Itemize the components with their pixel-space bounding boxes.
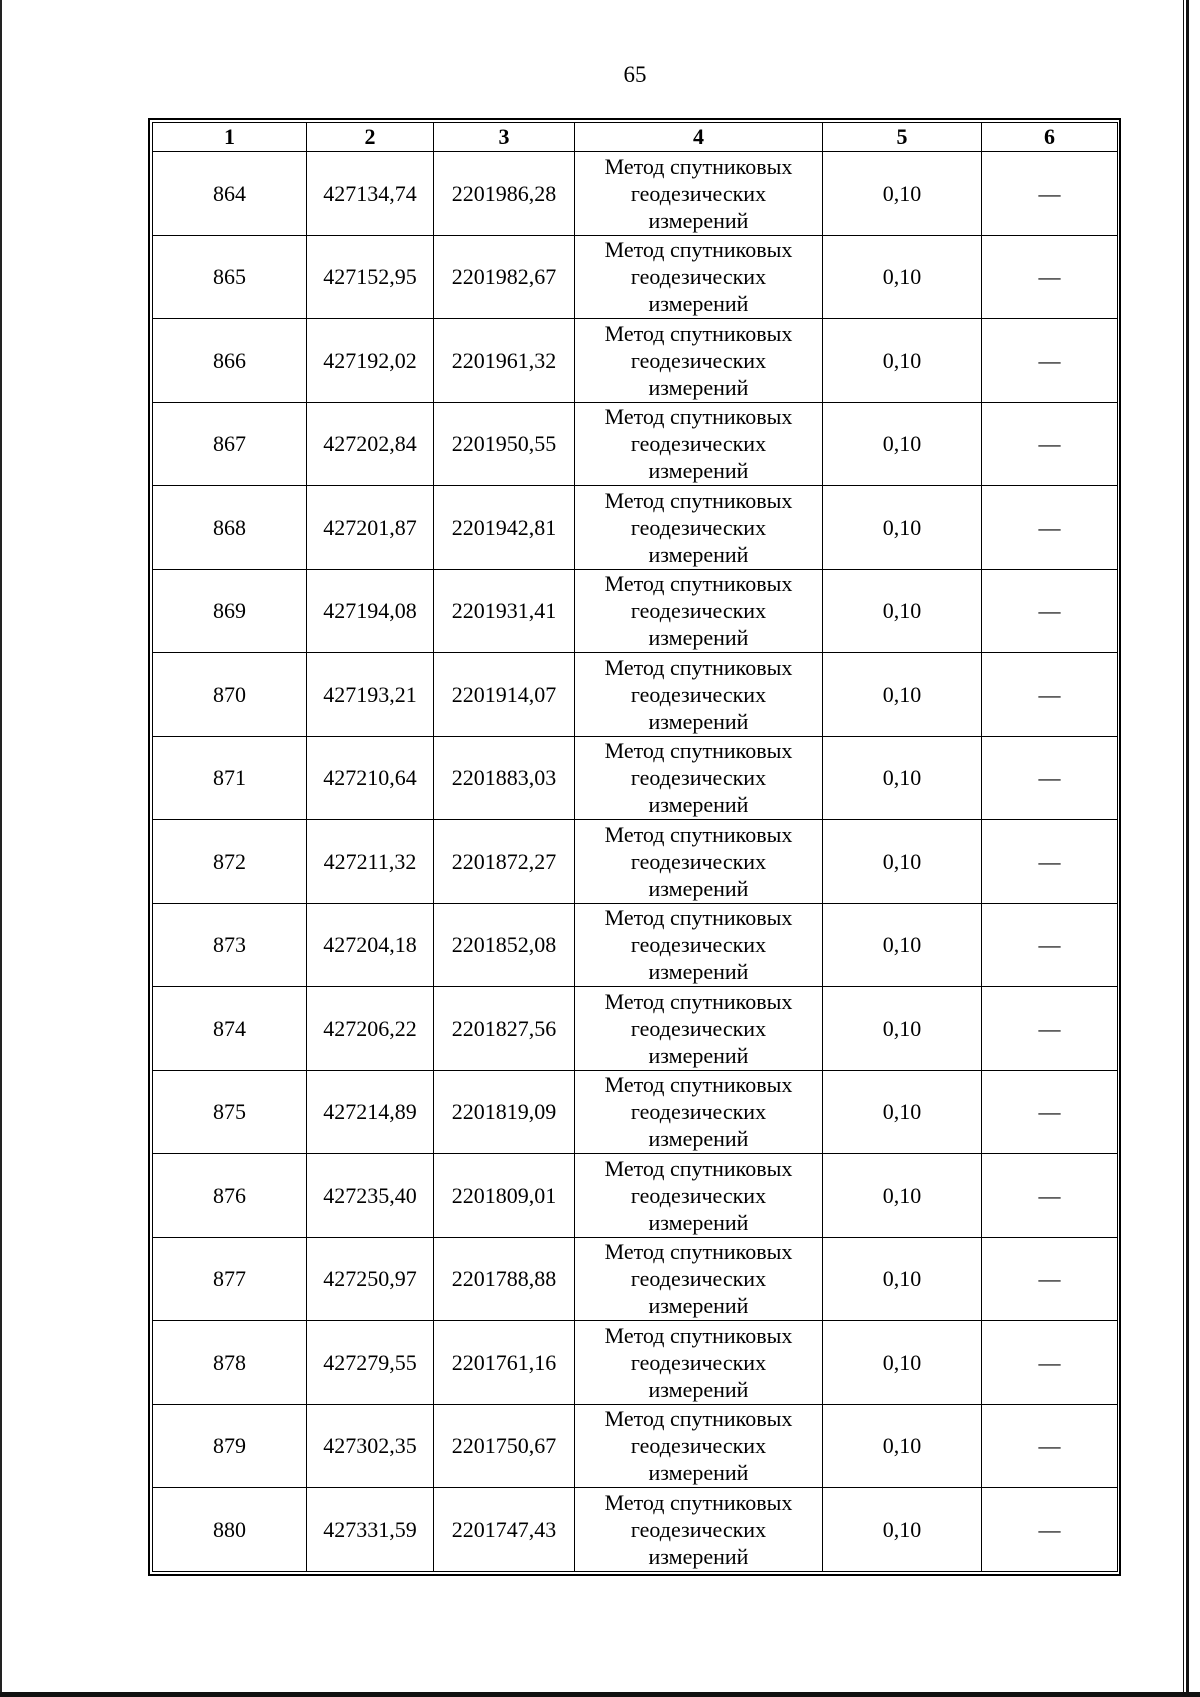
note-cell: —: [982, 987, 1118, 1071]
method-line: измерений: [648, 1293, 749, 1319]
point-number-cell: 864: [153, 152, 307, 236]
method-line: Метод спутниковых: [604, 571, 793, 597]
method-line: Метод спутниковых: [604, 320, 793, 346]
point-number-cell: 876: [153, 1154, 307, 1238]
method-line: измерений: [648, 1460, 749, 1486]
method-line: измерений: [648, 458, 749, 484]
x-coordinate-cell: 427279,55: [307, 1321, 434, 1405]
precision-cell: 0,10: [823, 235, 982, 319]
method-line: геодезических: [630, 932, 767, 958]
precision-cell: 0,10: [823, 152, 982, 236]
note-cell: —: [982, 820, 1118, 904]
table-row: [153, 402, 1118, 486]
method-line: измерений: [648, 625, 749, 651]
point-number-cell: 868: [153, 486, 307, 570]
precision-cell: 0,10: [823, 1321, 982, 1405]
precision-cell: 0,10: [823, 319, 982, 403]
method-line: геодезических: [630, 514, 767, 540]
point-number-cell: 870: [153, 653, 307, 737]
method-cell: [575, 736, 823, 820]
point-number-cell: 878: [153, 1321, 307, 1405]
method-line: измерений: [648, 1543, 749, 1569]
scan-bottom-border: [0, 1692, 1200, 1697]
method-line: измерений: [648, 291, 749, 317]
table-row: [153, 319, 1118, 403]
y-coordinate-cell: 2201982,67: [434, 235, 575, 319]
method-line: геодезических: [630, 264, 767, 290]
precision-cell: 0,10: [823, 1070, 982, 1154]
coordinates-table: [152, 122, 1118, 1572]
method-cell: [575, 1237, 823, 1321]
method-line: измерений: [648, 959, 749, 985]
method-line: Метод спутниковых: [604, 1155, 793, 1181]
table-row: [153, 569, 1118, 653]
method-line: геодезических: [630, 431, 767, 457]
method-line: Метод спутниковых: [604, 153, 793, 179]
method-cell: [575, 402, 823, 486]
note-cell: —: [982, 152, 1118, 236]
method-cell: [575, 1321, 823, 1405]
y-coordinate-cell: 2201809,01: [434, 1154, 575, 1238]
method-line: Метод спутниковых: [604, 1072, 793, 1098]
method-line: геодезических: [630, 681, 767, 707]
method-cell: [575, 1404, 823, 1488]
method-line: Метод спутниковых: [604, 1322, 793, 1348]
page-number: 65: [623, 62, 647, 87]
method-line: измерений: [648, 1209, 749, 1235]
table-row: [153, 1154, 1118, 1238]
y-coordinate-cell: 2201931,41: [434, 569, 575, 653]
note-cell: —: [982, 1488, 1118, 1572]
x-coordinate-cell: 427192,02: [307, 319, 434, 403]
precision-cell: 0,10: [823, 1237, 982, 1321]
method-line: измерений: [648, 792, 749, 818]
header-col-1: 1: [153, 123, 307, 152]
method-cell: [575, 152, 823, 236]
table-row: [153, 653, 1118, 737]
note-cell: —: [982, 569, 1118, 653]
method-line: Метод спутниковых: [604, 404, 793, 430]
method-line: измерений: [648, 374, 749, 400]
point-number-cell: 874: [153, 987, 307, 1071]
method-line: геодезических: [630, 1433, 767, 1459]
precision-cell: 0,10: [823, 653, 982, 737]
method-line: Метод спутниковых: [604, 487, 793, 513]
precision-cell: 0,10: [823, 1154, 982, 1238]
method-line: геодезических: [630, 1349, 767, 1375]
method-line: измерений: [648, 1126, 749, 1152]
precision-cell: 0,10: [823, 569, 982, 653]
note-cell: —: [982, 1321, 1118, 1405]
note-cell: —: [982, 402, 1118, 486]
method-line: измерений: [648, 1042, 749, 1068]
method-line: геодезических: [630, 347, 767, 373]
header-col-3: 3: [434, 123, 575, 152]
note-cell: —: [982, 1237, 1118, 1321]
table-row: [153, 152, 1118, 236]
method-line: измерений: [648, 708, 749, 734]
precision-cell: 0,10: [823, 1488, 982, 1572]
point-number-cell: 880: [153, 1488, 307, 1572]
method-cell: [575, 319, 823, 403]
y-coordinate-cell: 2201827,56: [434, 987, 575, 1071]
point-number-cell: 873: [153, 903, 307, 987]
method-line: Метод спутниковых: [604, 1406, 793, 1432]
point-number-cell: 865: [153, 235, 307, 319]
method-cell: [575, 1488, 823, 1572]
table-row: [153, 987, 1118, 1071]
y-coordinate-cell: 2201750,67: [434, 1404, 575, 1488]
table-header-row: [153, 123, 1118, 152]
method-cell: [575, 569, 823, 653]
table-row: [153, 486, 1118, 570]
note-cell: —: [982, 486, 1118, 570]
x-coordinate-cell: 427202,84: [307, 402, 434, 486]
x-coordinate-cell: 427134,74: [307, 152, 434, 236]
precision-cell: 0,10: [823, 402, 982, 486]
note-cell: —: [982, 319, 1118, 403]
x-coordinate-cell: 427193,21: [307, 653, 434, 737]
table-row: [153, 1321, 1118, 1405]
note-cell: —: [982, 1404, 1118, 1488]
method-line: геодезических: [630, 1099, 767, 1125]
note-cell: —: [982, 235, 1118, 319]
method-line: геодезических: [630, 1015, 767, 1041]
coordinates-table-frame: [148, 118, 1121, 1576]
method-cell: [575, 1070, 823, 1154]
page-left-edge: [0, 0, 2, 1697]
note-cell: —: [982, 653, 1118, 737]
x-coordinate-cell: 427201,87: [307, 486, 434, 570]
note-cell: —: [982, 903, 1118, 987]
method-line: Метод спутниковых: [604, 738, 793, 764]
y-coordinate-cell: 2201961,32: [434, 319, 575, 403]
method-cell: [575, 903, 823, 987]
method-line: Метод спутниковых: [604, 654, 793, 680]
precision-cell: 0,10: [823, 987, 982, 1071]
method-line: Метод спутниковых: [604, 905, 793, 931]
table-row: [153, 1404, 1118, 1488]
y-coordinate-cell: 2201788,88: [434, 1237, 575, 1321]
x-coordinate-cell: 427152,95: [307, 235, 434, 319]
method-line: Метод спутниковых: [604, 1239, 793, 1265]
precision-cell: 0,10: [823, 736, 982, 820]
method-cell: [575, 486, 823, 570]
y-coordinate-cell: 2201883,03: [434, 736, 575, 820]
point-number-cell: 866: [153, 319, 307, 403]
y-coordinate-cell: 2201747,43: [434, 1488, 575, 1572]
note-cell: —: [982, 736, 1118, 820]
point-number-cell: 869: [153, 569, 307, 653]
precision-cell: 0,10: [823, 486, 982, 570]
table-row: [153, 736, 1118, 820]
header-col-4: 4: [575, 123, 823, 152]
x-coordinate-cell: 427250,97: [307, 1237, 434, 1321]
x-coordinate-cell: 427331,59: [307, 1488, 434, 1572]
precision-cell: 0,10: [823, 1404, 982, 1488]
scan-right-border: [1183, 0, 1192, 1697]
method-line: измерений: [648, 207, 749, 233]
y-coordinate-cell: 2201852,08: [434, 903, 575, 987]
x-coordinate-cell: 427194,08: [307, 569, 434, 653]
method-line: геодезических: [630, 1516, 767, 1542]
method-cell: [575, 1154, 823, 1238]
method-cell: [575, 820, 823, 904]
y-coordinate-cell: 2201872,27: [434, 820, 575, 904]
method-line: геодезических: [630, 598, 767, 624]
method-cell: [575, 653, 823, 737]
table-row: [153, 903, 1118, 987]
table-row: [153, 820, 1118, 904]
x-coordinate-cell: 427211,32: [307, 820, 434, 904]
y-coordinate-cell: 2201942,81: [434, 486, 575, 570]
header-col-5: 5: [823, 123, 982, 152]
point-number-cell: 871: [153, 736, 307, 820]
point-number-cell: 867: [153, 402, 307, 486]
table-row: [153, 235, 1118, 319]
table-row: [153, 1070, 1118, 1154]
method-line: Метод спутниковых: [604, 237, 793, 263]
point-number-cell: 877: [153, 1237, 307, 1321]
point-number-cell: 872: [153, 820, 307, 904]
method-cell: [575, 235, 823, 319]
point-number-cell: 875: [153, 1070, 307, 1154]
method-line: измерений: [648, 875, 749, 901]
x-coordinate-cell: 427235,40: [307, 1154, 434, 1238]
header-col-2: 2: [307, 123, 434, 152]
x-coordinate-cell: 427214,89: [307, 1070, 434, 1154]
x-coordinate-cell: 427204,18: [307, 903, 434, 987]
point-number-cell: 879: [153, 1404, 307, 1488]
y-coordinate-cell: 2201986,28: [434, 152, 575, 236]
x-coordinate-cell: 427210,64: [307, 736, 434, 820]
table-row: [153, 1237, 1118, 1321]
method-line: геодезических: [630, 180, 767, 206]
method-line: измерений: [648, 541, 749, 567]
precision-cell: 0,10: [823, 820, 982, 904]
method-cell: [575, 987, 823, 1071]
method-line: геодезических: [630, 765, 767, 791]
note-cell: —: [982, 1154, 1118, 1238]
method-line: геодезических: [630, 1182, 767, 1208]
table-row: [153, 1488, 1118, 1572]
note-cell: —: [982, 1070, 1118, 1154]
method-line: Метод спутниковых: [604, 821, 793, 847]
y-coordinate-cell: 2201819,09: [434, 1070, 575, 1154]
y-coordinate-cell: 2201950,55: [434, 402, 575, 486]
method-line: Метод спутниковых: [604, 1489, 793, 1515]
x-coordinate-cell: 427302,35: [307, 1404, 434, 1488]
x-coordinate-cell: 427206,22: [307, 987, 434, 1071]
y-coordinate-cell: 2201761,16: [434, 1321, 575, 1405]
precision-cell: 0,10: [823, 903, 982, 987]
method-line: Метод спутниковых: [604, 988, 793, 1014]
header-col-6: 6: [982, 123, 1118, 152]
method-line: геодезических: [630, 1266, 767, 1292]
method-line: геодезических: [630, 848, 767, 874]
table-body: [153, 152, 1118, 1572]
method-line: измерений: [648, 1376, 749, 1402]
y-coordinate-cell: 2201914,07: [434, 653, 575, 737]
